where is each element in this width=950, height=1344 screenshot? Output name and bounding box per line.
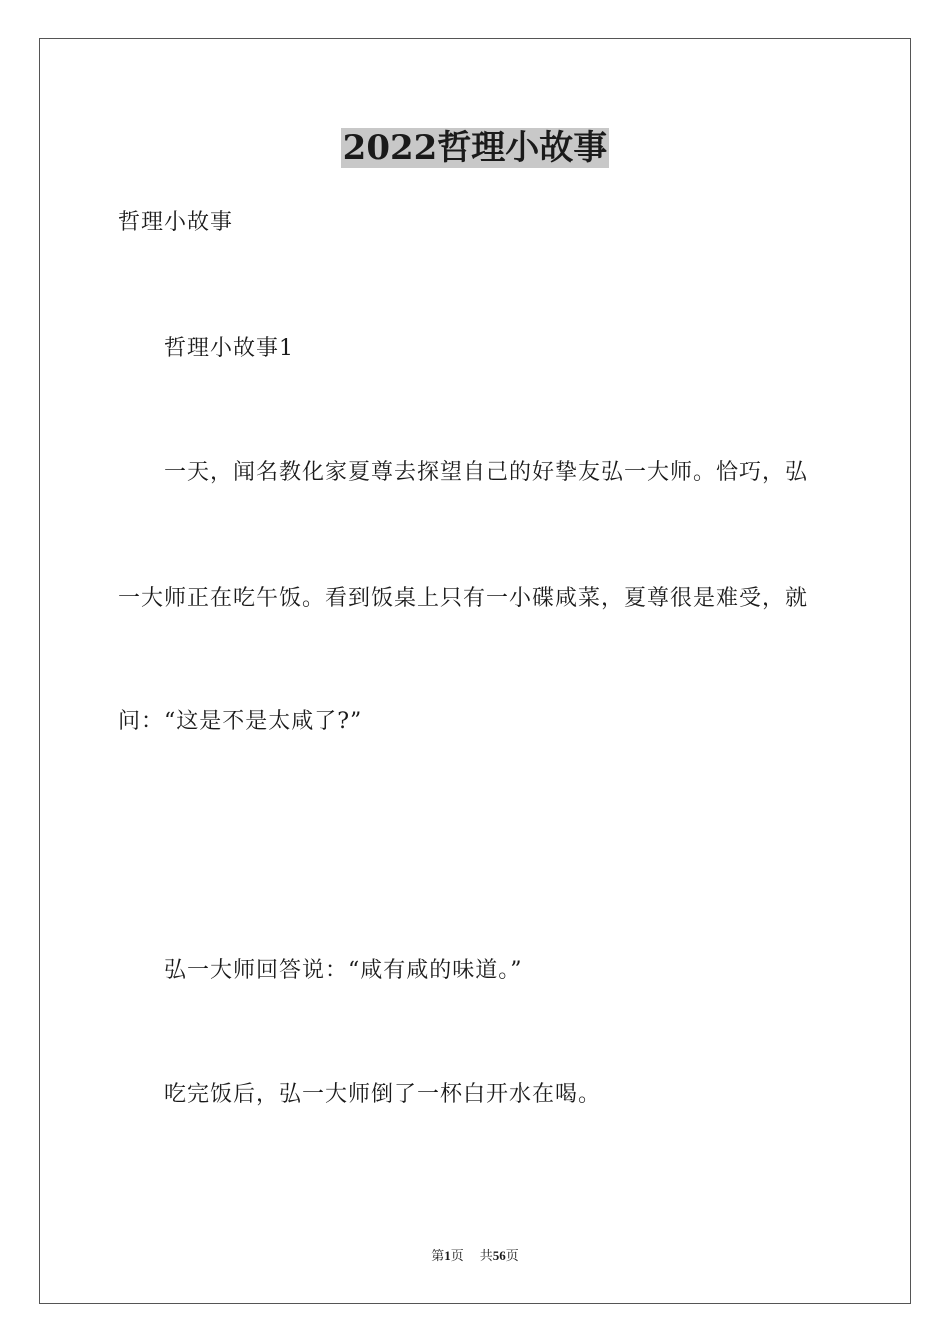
paragraph-line-4: 弘一大师回答说：“咸有咸的味道。” bbox=[164, 958, 523, 983]
paragraph-line-3: 问：“这是不是太咸了?” bbox=[118, 709, 363, 734]
page-footer bbox=[0, 1247, 950, 1265]
paragraph-line-2: 一大师正在吃午饭。看到饭桌上只有一小碟咸菜，夏尊很是难受，就 bbox=[118, 586, 809, 611]
footer-total-suffix: 页 bbox=[505, 1248, 519, 1263]
section-heading: 哲理小故事1 bbox=[164, 336, 294, 361]
paragraph-line-5: 吃完饭后，弘一大师倒了一杯白开水在喝。 bbox=[164, 1082, 602, 1107]
document-title-text: 2022哲理小故事 bbox=[342, 128, 608, 168]
document-subtitle: 哲理小故事 bbox=[118, 210, 234, 235]
footer-page-number: 1 bbox=[444, 1248, 451, 1263]
footer-total-pages: 56 bbox=[492, 1248, 506, 1263]
document-title bbox=[0, 124, 950, 172]
footer-page-suffix: 页 bbox=[450, 1248, 464, 1263]
footer-prefix: 第 bbox=[431, 1248, 445, 1263]
footer-total-prefix: 共 bbox=[479, 1248, 493, 1263]
paragraph-line-1: 一天，闻名教化家夏尊去探望自己的好挚友弘一大师。恰巧，弘 bbox=[164, 460, 809, 485]
